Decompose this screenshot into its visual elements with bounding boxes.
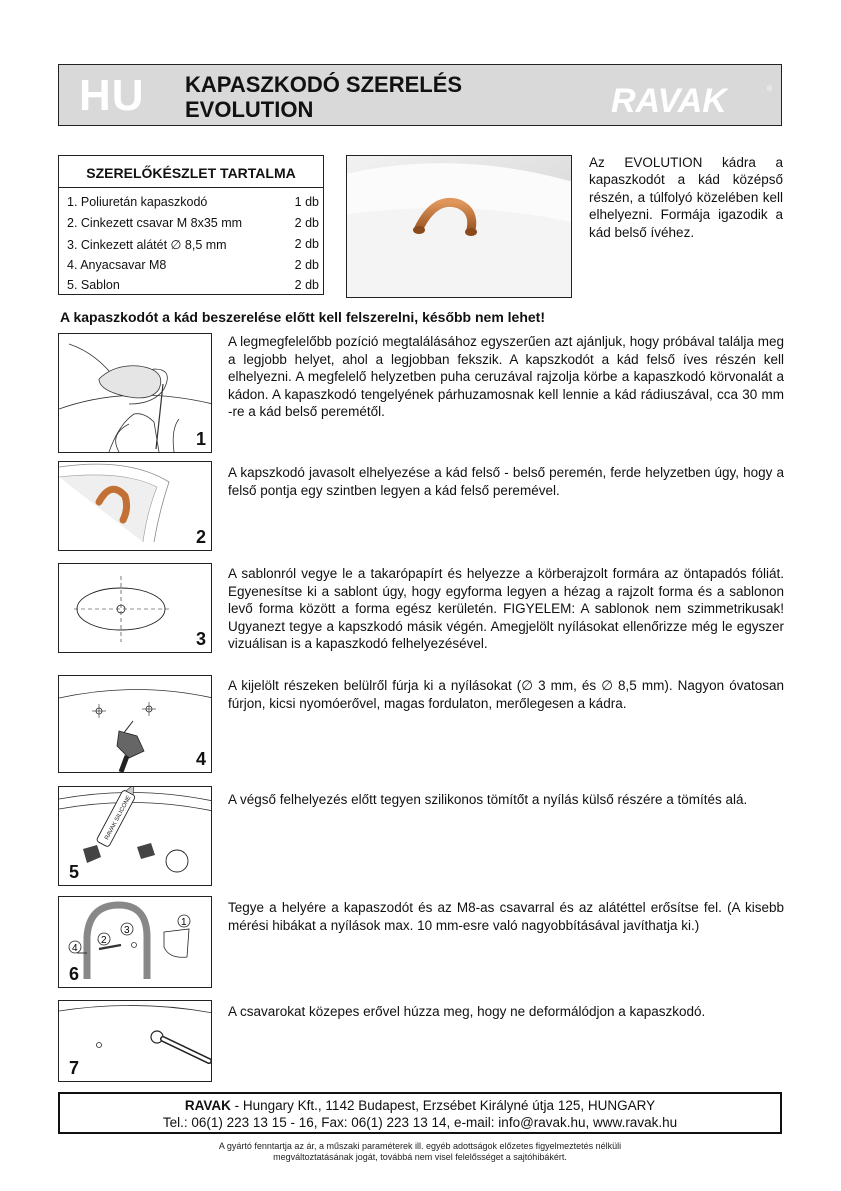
kit-item-name: 4. Anyacsavar M8 bbox=[67, 258, 167, 272]
kit-item-name: 1. Poliuretán kapaszkodó bbox=[67, 195, 208, 209]
step-6-text: Tegye a helyére a kapaszodót és az M8-as csavarral és az alátéttel erősítse fel. (A kisebb mérési hibákat a nyílások max. 10 mm-esre való nagyobbításával javíthatja ki.) bbox=[228, 900, 784, 933]
step-number: 5 bbox=[69, 862, 80, 882]
kit-item bbox=[67, 258, 319, 272]
step-7-illustration bbox=[58, 1000, 212, 1082]
bathtub-handle-illustration bbox=[347, 156, 572, 298]
drilling-illustration bbox=[59, 676, 212, 773]
handle-placement-illustration bbox=[59, 462, 212, 551]
hand-drawing-illustration bbox=[59, 334, 212, 453]
kit-item-qty: 1 db bbox=[294, 195, 319, 209]
step-1-text: A legmegfelelőbb pozíció megtalálásához egyszerűen azt ajánljuk, hogy próbával találja meg a legjobb helyet, ahol a legjobban fekszik. A kapszkodót a kád felső íves részén kell elhelyezni. A megfelelő helyzetben puha ceruzával rajzolja körbe a kapaszkodó körvonalát a kádon. A kapaszkodó tengelyének párhuzamosnak kell lennie a kád rádiuszával, cca 30 mm -re a kád belső peremétől. bbox=[228, 334, 784, 420]
product-photo bbox=[346, 155, 572, 298]
svg-text:RAVAK SILICONE: RAVAK SILICONE bbox=[104, 794, 133, 842]
svg-text:®: ® bbox=[767, 86, 773, 93]
kit-item-qty: 2 db bbox=[294, 237, 319, 251]
title-line-1: KAPASZKODÓ SZERELÉS bbox=[185, 72, 463, 97]
step-5-text: A végső felhelyezés előtt tegyen szilikonos tömítőt a nyílás külső részére a tömítés alá. bbox=[228, 792, 748, 807]
disclaimer-line-2: megváltoztatásának jogát, továbbá nem visel felelősséget a sajtóhibákért. bbox=[273, 1152, 567, 1162]
svg-text:2: 2 bbox=[101, 935, 107, 946]
footer-company: RAVAK bbox=[184, 1098, 231, 1113]
step-3-text: A sablonról vegye le a takarópapírt és helyezze a körberajzolt formára az öntapadós fóliát. Egyenesítse ki a sablont úgy, hogy egyforma legyen a hézag a rajzolt forma és a sablonon levő forma között a forma egész kerületén. FIGYELEM: A sablonok nem szimmetrikusak! Ugyanezt tegye a kapszkodó másik végén. Amegjelölt nyílásokat ellenőrizze még le egyszer vizuálisan is a kapaszkodó felhelyezésével. bbox=[228, 566, 784, 652]
main-warning: A kapaszkodót a kád beszerelése előtt kell felszerelni, később nem lehet! bbox=[60, 309, 545, 325]
footer-contact: Tel.: 06(1) 223 13 15 - 16, Fax: 06(1) 223 13 14, e-mail: info@ravak.hu, www.ravak.hu bbox=[162, 1115, 678, 1130]
svg-text:4: 4 bbox=[72, 943, 78, 954]
kit-item bbox=[67, 216, 319, 230]
kit-item-name: 5. Sablon bbox=[67, 278, 120, 292]
svg-text:3: 3 bbox=[124, 925, 130, 936]
svg-text:1: 1 bbox=[181, 917, 187, 928]
step-3-illustration bbox=[58, 563, 212, 653]
template-illustration bbox=[59, 564, 212, 653]
document-title bbox=[185, 72, 462, 122]
svg-text:RAVAK: RAVAK bbox=[611, 82, 727, 119]
kit-item-qty: 2 db bbox=[294, 216, 319, 230]
step-4-illustration bbox=[58, 675, 212, 773]
kit-item-qty: 2 db bbox=[294, 258, 319, 272]
footer-box bbox=[58, 1092, 782, 1134]
step-number: 6 bbox=[69, 964, 80, 984]
intro-text: Az EVOLUTION kádra a kapaszkodót a kád középső részén, a túlfolyó közelében kell elhelyezni. Formája igazodik a kád belső ívéhez. bbox=[589, 155, 783, 240]
assembly-illustration bbox=[59, 897, 212, 988]
step-6-illustration bbox=[58, 896, 212, 988]
kit-item bbox=[67, 195, 319, 209]
footer-address bbox=[60, 1098, 780, 1113]
kit-contents-box bbox=[58, 155, 324, 295]
step-5-illustration bbox=[58, 786, 212, 886]
kit-item-name: 3. Cinkezett alátét ∅ 8,5 mm bbox=[67, 238, 227, 252]
step-number: 1 bbox=[195, 429, 206, 449]
ravak-logo bbox=[607, 79, 777, 119]
disclaimer-line-1: A gyártó fenntartja az ár, a műszaki paraméterek ill. egyéb adottságok előzetes figyelmeztetés nélküli bbox=[218, 1141, 622, 1151]
step-2-illustration bbox=[58, 461, 212, 551]
wrench-illustration bbox=[59, 1001, 212, 1082]
step-number: 2 bbox=[195, 527, 206, 547]
kit-item bbox=[67, 278, 319, 292]
footer-address-text: - Hungary Kft., 1142 Budapest, Erzsébet Királyné útja 125, HUNGARY bbox=[230, 1098, 656, 1113]
step-number: 7 bbox=[69, 1058, 80, 1078]
step-7-text: A csavarokat közepes erővel húzza meg, hogy ne deformálódjon a kapaszkodó. bbox=[228, 1004, 706, 1019]
kit-item bbox=[67, 237, 319, 252]
title-line-2: EVOLUTION bbox=[185, 97, 314, 122]
kit-title: SZERELŐKÉSZLET TARTALMA bbox=[59, 156, 323, 188]
step-number: 3 bbox=[195, 629, 206, 649]
kit-item-qty: 2 db bbox=[294, 278, 319, 292]
step-1-illustration bbox=[58, 333, 212, 453]
step-2-text: A kapszkodó javasolt elhelyezése a kád felső - belső peremén, ferde helyzetben úgy, hogy a felső pontja egy szintben legyen a kád felső peremével. bbox=[228, 465, 784, 498]
kit-item-name: 2. Cinkezett csavar M 8x35 mm bbox=[67, 216, 243, 230]
step-number: 4 bbox=[195, 749, 206, 769]
disclaimer bbox=[58, 1141, 782, 1163]
header-bar bbox=[58, 64, 782, 126]
language-code: HU bbox=[79, 71, 145, 120]
silicone-illustration bbox=[59, 787, 212, 886]
step-4-text: A kijelölt részeken belülről fúrja ki a nyílásokat (∅ 3 mm, és ∅ 8,5 mm). Nagyon óvatosan fúrjon, kicsi nyomóerővel, magas fordulaton, merőlegesen a kádra. bbox=[228, 678, 784, 711]
